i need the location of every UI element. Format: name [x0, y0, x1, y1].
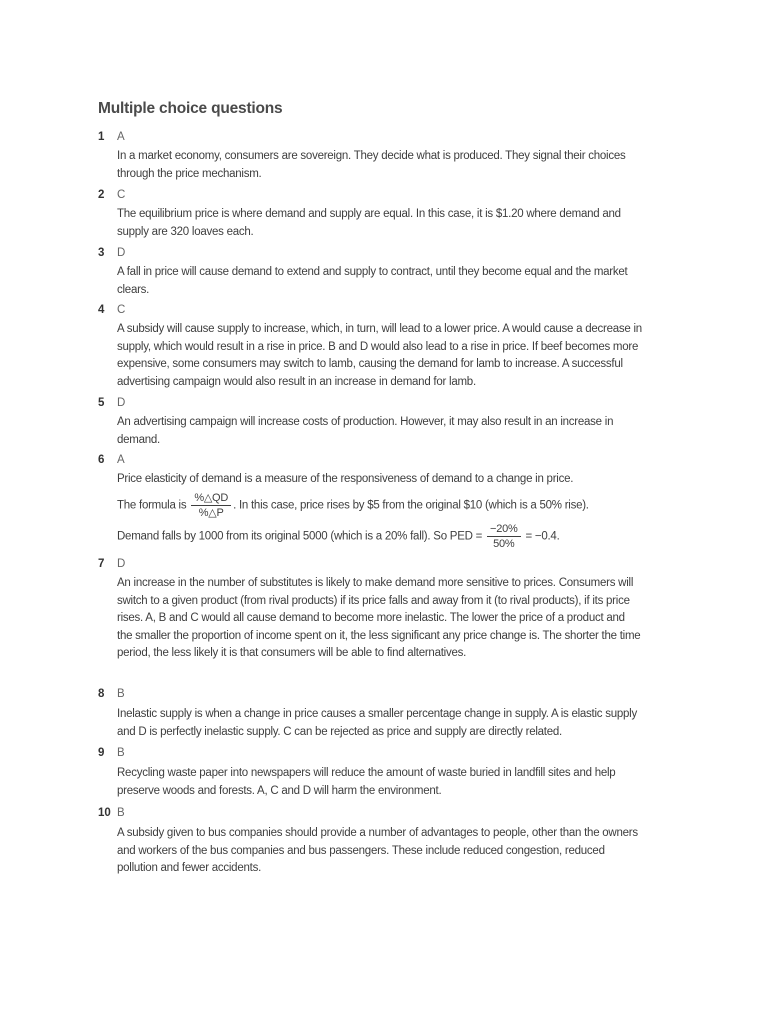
question-number: 6 — [98, 454, 105, 466]
question-7-explanation: An increase in the number of substitutes is likely to make demand more sensitive to prices. Consumers will switch to a given product (from rival products) if its price falls and away from it (to rival products), if its price rises. A, B and C would all cause demand to become more inelastic. The lower the price of a product and the smaller the proportion of income spent on it, the less significant any price change is. The shorter the time period, the less likely it is that consumers will be able to find alternatives. — [117, 577, 641, 659]
question-3-explanation: A fall in price will cause demand to extend and supply to contract, until they become equal and the market clears. — [117, 266, 628, 296]
question-8-header — [98, 686, 125, 702]
question-4-header — [98, 302, 125, 318]
question-6-header — [98, 452, 125, 468]
answer-letter: A — [117, 454, 125, 466]
formula-intro: The formula is — [117, 499, 187, 512]
formula-denominator: %△P — [198, 506, 224, 519]
answer-letter: B — [117, 807, 125, 819]
question-7-header — [98, 556, 125, 572]
ped-intro: Demand falls by 1000 from its original 5000 (which is a 20% fall). So PED = — [117, 530, 483, 543]
question-number: 5 — [98, 397, 105, 409]
question-6-ped-line — [117, 522, 642, 551]
question-2-header — [98, 187, 125, 203]
question-3-header — [98, 245, 125, 261]
ped-denominator: 50% — [493, 537, 515, 550]
formula-explanation: . In this case, price rises by $5 from the original $10 (which is a 50% rise). — [233, 499, 589, 512]
formula-numerator: %△QD — [191, 491, 231, 506]
formula-fraction — [191, 491, 231, 520]
question-6-explanation — [117, 471, 642, 551]
question-number: 2 — [98, 189, 105, 201]
question-1-explanation: In a market economy, consumers are sovereign. They decide what is produced. They signal their choices through the price mechanism. — [117, 150, 626, 180]
page-title: Multiple choice questions — [98, 100, 283, 117]
question-9-header — [98, 745, 125, 761]
ped-fraction — [487, 522, 520, 551]
answer-letter: D — [117, 558, 126, 570]
question-10-explanation: A subsidy given to bus companies should provide a number of advantages to people, other than the owners and workers of the bus companies and bus passengers. These include reduced congestion, reduced pollution and fewer accidents. — [117, 827, 638, 874]
answer-letter: A — [117, 131, 125, 143]
ped-numerator: −20% — [487, 522, 520, 537]
ped-result: = −0.4. — [525, 530, 560, 543]
answer-letter: D — [117, 397, 126, 409]
answer-letter: B — [117, 688, 125, 700]
question-6-formula-line — [117, 491, 642, 520]
question-5-header — [98, 395, 125, 411]
question-8-explanation: Inelastic supply is when a change in price causes a smaller percentage change in supply. A is elastic supply and D is perfectly inelastic supply. C can be rejected as price and supply are directly related. — [117, 708, 637, 738]
answer-letter: C — [117, 304, 126, 316]
question-5-explanation: An advertising campaign will increase costs of production. However, it may also result in an increase in demand. — [117, 416, 614, 446]
question-1-header — [98, 129, 125, 145]
question-number: 10 — [98, 807, 111, 819]
question-number: 3 — [98, 247, 105, 259]
answer-letter: B — [117, 747, 125, 759]
question-6-line-1: Price elasticity of demand is a measure of the responsiveness of demand to a change in price. — [117, 473, 574, 485]
question-number: 4 — [98, 304, 105, 316]
question-number: 9 — [98, 747, 105, 759]
answer-letter: D — [117, 247, 126, 259]
question-number: 7 — [98, 558, 105, 570]
question-9-explanation: Recycling waste paper into newspapers will reduce the amount of waste buried in landfill sites and help preserve woods and forests. A, C and D will harm the environment. — [117, 767, 616, 797]
answer-letter: C — [117, 189, 126, 201]
question-number: 8 — [98, 688, 105, 700]
question-4-explanation: A subsidy will cause supply to increase, which, in turn, will lead to a lower price. A would cause a decrease in supply, which would result in a rise in price. B and D would also lead to a rise in price. If beef becomes more expensive, some consumers may switch to lamb, causing the demand for lamb to increase. A successful advertising campaign would also result in an increase in demand for lamb. — [117, 323, 642, 388]
question-10-header — [98, 805, 125, 821]
question-2-explanation: The equilibrium price is where demand and supply are equal. In this case, it is $1.20 where demand and supply are 320 loaves each. — [117, 208, 621, 238]
question-number: 1 — [98, 131, 105, 143]
